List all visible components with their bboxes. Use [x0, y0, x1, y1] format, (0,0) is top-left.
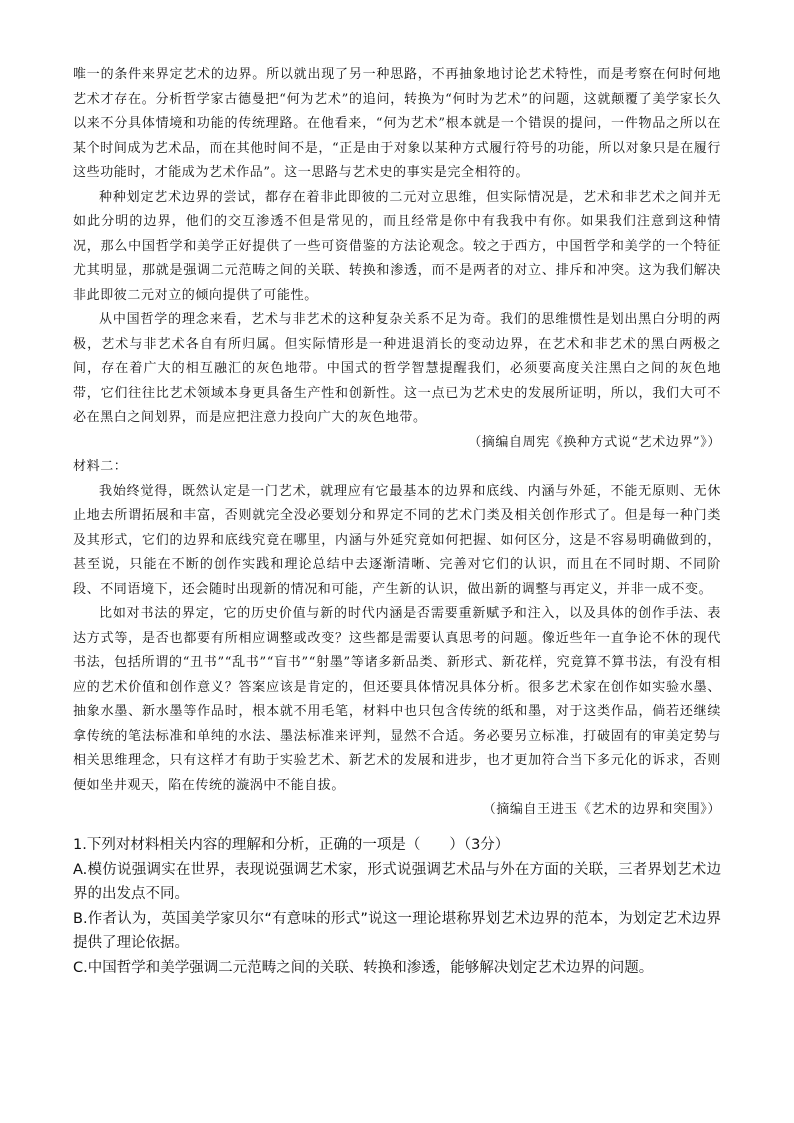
question-block [73, 833, 721, 980]
material-label: 材料二： [73, 459, 128, 474]
option-b: B.作者认为，英国美学家贝尔“有意味的形式”说这一理论堪称界划艺术边界的范本，为划定艺术边界提供了理论依据。 [73, 910, 721, 951]
option-c: C.中国哲学和美学强调二元范畴之间的关联、转换和渗透，能够解决划定艺术边界的问题。 [73, 959, 654, 976]
paragraph-continued: 唯一的条件来界定艺术的边界。所以就出现了另一种思路，不再抽象地讨论艺术特性，而是考察在何时何地艺术才存在。分析哲学家古德曼把“何为艺术”的追问，转换为“何时为艺术”的问题，这就颠覆了美学家长久以来不分具体情境和功能的传统理路。在他看来，“何为艺术”根本就是一个错误的提问，一件物品之所以在某个时间成为艺术品，而在其他时间不是，“正是由于对象以某种方式履行符号的功能，所以对象只是在履行这些功能时，才能成为艺术作品”。这一思路与艺术史的事实是完全相符的。 [73, 67, 721, 180]
paragraph: 我始终觉得，既然认定是一门艺术，就理应有它最基本的边界和底线、内涵与外延，不能无原则、无休止地去所谓拓展和丰富，否则就完全没必要划分和界定不同的艺术门类及相关创作形式了。但是每一种门类及其形式，它们的边界和底线究竟在哪里，内涵与外延究竟如何把握、如何区分，这是不容易明确做到的，甚至说，只能在不断的创作实践和理论总结中去逐渐清晰、完善对它们的认识，而且在不同时期、不同阶段、不同语境下，还会随时出现新的情况和可能，产生新的认识，做出新的调整与再定义，并非一成不变。 [73, 483, 721, 597]
source-citation: （摘编自王进玉《艺术的边界和突围》） [482, 802, 721, 817]
option-a: A.模仿说强调实在世界，表现说强调艺术家，形式说强调艺术品与外在方面的关联，三者界划艺术边界的出发点不同。 [73, 861, 721, 902]
reading-material [73, 63, 721, 823]
paragraph: 比如对书法的界定，它的历史价值与新的时代内涵是否需要重新赋予和注入，以及具体的创作手法、表达方式等，是否也都要有所相应调整或改变？这些都是需要认真思考的问题。像近些年一直争论不休的现代书法，包括所谓的“丑书”“乱书”“盲书”“射墨”等诸多新品类、新形式、新花样，究竟算不算书法，有没有相应的艺术价值和创作意义？答案应该是肯定的，但还要具体情况具体分析。很多艺术家在创作如实验水墨、抽象水墨、新水墨等作品时，根本就不用毛笔，材料中也只包含传统的纸和墨，对于这类作品，倘若还继续拿传统的笔法标准和单纯的水法、墨法标准来评判，显然不合适。务必要另立标准，打破固有的审美定势与相关思维理念，只有这样才有助于实验艺术、新艺术的发展和进步，也才更加符合当下多元化的诉求，否则便如坐井观天，陷在传统的漩涡中不能自拔。 [73, 606, 721, 793]
paragraph: 从中国哲学的理念来看，艺术与非艺术的这种复杂关系不足为奇。我们的思维惯性是划出黑白分明的两极，艺术与非艺术各自有所归属。但实际情形是一种进退消长的变动边界，在艺术和非艺术的黑白两极之间，存在着广大的相互融汇的灰色地带。中国式的哲学智慧提醒我们，必须要高度关注黑白之间的灰色地带，它们往往比艺术领域本身更具备生产性和创新性。这一点已为艺术史的发展所证明，所以，我们大可不必在黑白之间划界，而是应把注意力投向广大的灰色地带。 [73, 312, 721, 425]
paragraph: 种种划定艺术边界的尝试，都存在着非此即彼的二元对立思维，但实际情况是，艺术和非艺术之间并无如此分明的边界，他们的交互渗透不但是常见的，而且经常是你中有我我中有你。如果我们注意到这种情况，那么中国哲学和美学正好提供了一些可资借鉴的方法论观念。较之于西方，中国哲学和美学的一个特征尤其明显，那就是强调二元范畴之间的关联、转换和渗透，而不是两者的对立、排斥和冲突。这为我们解决非此即彼二元对立的倾向提供了可能性。 [73, 189, 721, 303]
question-stem: 1.下列对材料相关内容的理解和分析，正确的一项是（ ）（3分） [73, 837, 510, 853]
source-citation: （摘编自周宪《换种方式说“艺术边界”》） [468, 434, 721, 450]
